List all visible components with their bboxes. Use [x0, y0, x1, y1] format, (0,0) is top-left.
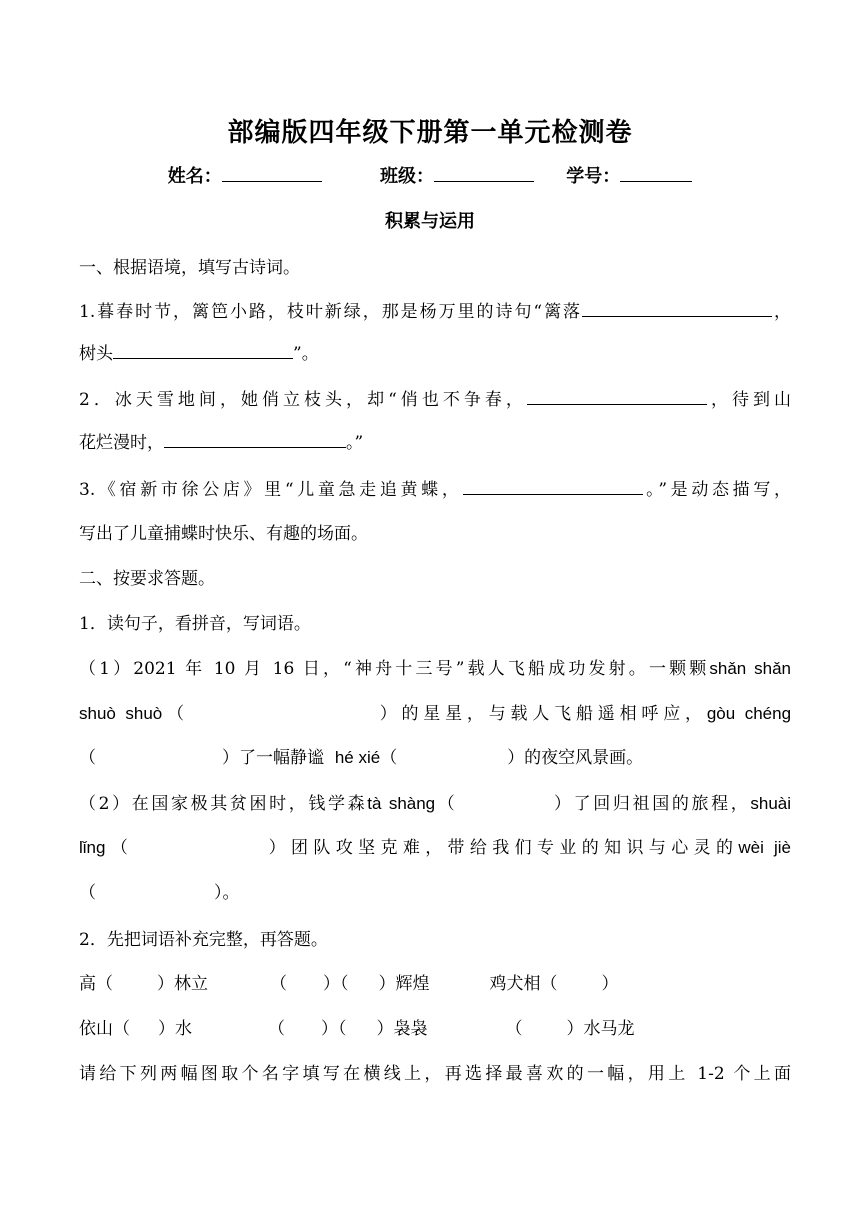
picture-naming-instruction: 请给下列两幅图取个名字填写在横线上，再选择最喜欢的一幅，用上 1-2 个上面 — [79, 1064, 791, 1084]
words-row1: 高（ ）林立 （ ）（ ）辉煌 鸡犬相（ ） — [79, 974, 619, 994]
name-label: 姓名： — [167, 166, 222, 187]
student-info-row — [0, 162, 860, 188]
q1-blank2[interactable] — [113, 342, 293, 359]
s2-line3: （ ）。 — [79, 883, 240, 903]
q1-line2: 树头 ”。 — [79, 344, 319, 364]
id-label: 学号： — [566, 166, 621, 187]
words-row2: 依山（ ）水 （ ）（ ）袅袅 （ ）水马龙 — [79, 1019, 635, 1039]
q2-blank1[interactable] — [527, 388, 707, 405]
q2-blank2[interactable] — [164, 431, 346, 448]
s2-line2: lǐng（ ）团队攻坚克难，带给我们专业的知识与心灵的wèi jiè — [79, 838, 792, 858]
part2-q1-heading: 1．读句子，看拼音，写词语。 — [79, 614, 311, 634]
id-blank[interactable] — [620, 165, 692, 182]
class-label: 班级： — [380, 166, 434, 187]
name-blank[interactable] — [222, 165, 322, 182]
pinyin-shuoshuo: shuò shuò — [79, 704, 163, 723]
pinyin-ling: lǐng — [79, 838, 106, 857]
page-title: 部编版四年级下册第一单元检测卷 — [227, 118, 633, 148]
pinyin-goucheng: gòu chéng — [706, 704, 792, 723]
q3-blank[interactable] — [463, 478, 643, 495]
s2-line1: （2）在国家极其贫困时，钱学森tà shàng（ ）了回归祖国的旅程，shuài — [79, 794, 791, 814]
q3-line1: 3.《宿新市徐公店》里“儿童急走追黄蝶， 。”是动态描写， — [79, 480, 791, 500]
part2-heading: 二、按要求答题。 — [79, 569, 215, 589]
q2-line1: 2．冰天雪地间，她俏立枝头，却“俏也不争春， ，待到山 — [79, 390, 791, 410]
pinyin-shuai: shuài — [750, 794, 791, 813]
pinyin-weijie: wèi jiè — [738, 838, 792, 857]
q2-line2: 花烂漫时， 。” — [79, 433, 364, 453]
pinyin-tashang: tà shàng — [367, 794, 436, 813]
part2-q2-heading: 2．先把词语补充完整，再答题。 — [79, 930, 328, 950]
s1-line1: （1）2021 年 10 月 16 日，“神舟十三号”载人飞船成功发射。一颗颗shǎn shǎn — [79, 659, 791, 679]
section-title: 积累与运用 — [385, 211, 475, 232]
class-blank[interactable] — [434, 165, 534, 182]
q3-line2: 写出了儿童捕蝶时快乐、有趣的场面。 — [79, 524, 368, 544]
s1-line2: shuò shuò（ ）的星星，与载人飞船遥相呼应，gòu chéng — [79, 704, 792, 724]
q1-line1: 1.暮春时节，篱笆小路，枝叶新绿，那是杨万里的诗句“篱落 ， — [79, 302, 791, 322]
pinyin-shanshan: shǎn shǎn — [709, 659, 791, 678]
s1-line3: （ ）了一幅静谧 hé xié（ ）的夜空风景画。 — [79, 748, 644, 768]
q1-blank1[interactable] — [582, 300, 772, 317]
pinyin-hexie: hé xié — [334, 748, 381, 767]
part1-heading: 一、根据语境，填写古诗词。 — [79, 258, 300, 278]
